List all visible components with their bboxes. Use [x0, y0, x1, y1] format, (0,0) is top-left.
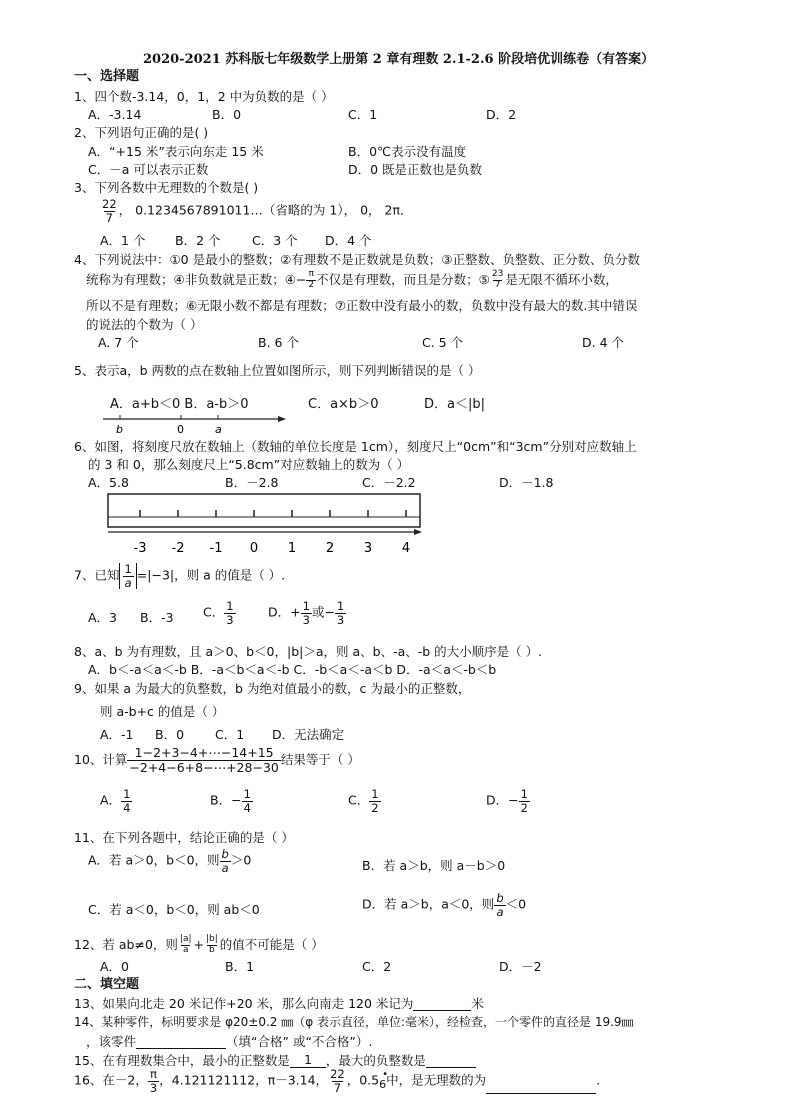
section-fill-heading: 二、填空题 — [74, 977, 140, 992]
q12-fraction-2: $\frac{|b|}{b}$ — [205, 934, 218, 955]
q4-pi-fraction: $\frac{\pi}{2}$ — [308, 269, 315, 290]
q13: 13、如果向北走 20 米记作+20 米，那么向南走 120 米记为 米 — [74, 996, 484, 1011]
q10-option-a: A． $\frac{1}{4}$ — [100, 787, 131, 815]
q6-option-a: A．5.8 — [88, 475, 129, 490]
q10-option-b-fraction: $\frac{1}{4}$ — [243, 787, 251, 815]
q3-numbers-text: ， 0.1234567891011…（省略的为 1）， 0， 2π． — [118, 202, 413, 218]
q3-option-c: C．3 个 — [252, 233, 298, 248]
q5-label-b: b — [116, 423, 123, 436]
q3-fraction: $\frac{22}{7}$ — [102, 197, 117, 225]
q11-option-a: A．若 a＞0，b＜0，则 $\frac{b}{a}$ ＞0 — [88, 847, 252, 875]
q7-fraction: $\frac{1}{a}$ — [124, 562, 132, 590]
q7-option-d-label: D．+ — [268, 604, 301, 620]
q7-option-d-fraction-1: $\frac{1}{3}$ — [302, 599, 310, 627]
q10-option-b: B．− $\frac{1}{4}$ — [210, 787, 251, 815]
q10-option-d-fraction: $\frac{1}{2}$ — [520, 787, 528, 815]
q4-23-7-fraction: $\frac{23}{7}$ — [491, 269, 504, 290]
q16-blank[interactable] — [486, 1081, 596, 1094]
q6-ruler-diagram — [100, 490, 430, 558]
q7-stem — [74, 563, 285, 589]
q9-option-a: A．-1 — [100, 727, 134, 742]
q8-stem: 8、a、b 为有理数，且 a＞0、b＜0，|b|＞a，则 a、b、-a、-b 的大小顺序是（ ）. — [74, 644, 543, 659]
q2-option-b: B．0℃表示没有温度 — [348, 144, 467, 159]
q6-axis-label: 0 — [249, 541, 259, 556]
q4-option-a: A. 7 个 — [98, 335, 139, 350]
q10-option-d: D．− $\frac{1}{2}$ — [486, 787, 528, 815]
q11-option-b: B．若 a＞b，则 a－b＞0 — [362, 858, 506, 873]
q4-line-3: 所以不是有理数；⑥无限小数不都是有理数；⑦正数中没有最小的数，负数中没有最大的数.其中错误 — [86, 298, 638, 313]
q7-post: =|−3|，则 a 的值是（ ）. — [136, 567, 286, 583]
q1-option-d: D．2 — [486, 107, 517, 122]
q14-blank[interactable] — [136, 1036, 226, 1049]
q6-axis-arrow — [414, 529, 422, 535]
section-choice-heading: 一、选择题 — [74, 69, 140, 84]
q14-line-2: ，该零件 （填“合格” 或“不合格”）. — [86, 1034, 373, 1049]
q6-line-1: 6、如图，将刻度尺放在数轴上（数轴的单位长度是 1cm），刻度尺上“0cm”和“3cm”分别对应数轴上 — [74, 439, 637, 454]
q7-pre: 7、已知 — [74, 567, 120, 583]
q12-option-a: A．0 — [100, 959, 130, 974]
q3-numbers — [100, 198, 412, 224]
q7-option-d-or: 或− — [311, 604, 335, 620]
q10-option-c-fraction: $\frac{1}{2}$ — [371, 787, 379, 815]
q4-option-d: D. 4 个 — [582, 335, 624, 350]
q15-blank-2[interactable] — [426, 1055, 476, 1068]
q10-stem — [74, 746, 360, 775]
q5-option-c: C．a×b＞0 — [308, 397, 379, 412]
q6-line-2: 的 3 和 0，那么刻度尺上“5.8cm”对应数轴上的数为（ ） — [88, 457, 410, 472]
q6-ruler — [108, 494, 420, 527]
q6-option-d: D．－1.8 — [499, 475, 554, 490]
q7-abs — [119, 563, 136, 589]
q10-option-a-fraction: $\frac{1}{4}$ — [123, 787, 131, 815]
q15: 15、在有理数集合中，最小的正整数是 1 ，最大的负整数是 — [74, 1052, 476, 1068]
q13-blank[interactable] — [413, 998, 471, 1011]
q11-option-c: C．若 a＜0，b＜0，则 ab＜0 — [88, 902, 260, 917]
q3-option-b: B．2 个 — [175, 233, 221, 248]
q5-label-a: a — [215, 423, 222, 436]
page-title: 2020-2021 苏科版七年级数学上册第 2 章有理数 2.1-2.6 阶段培优训练卷（有答案） — [143, 52, 655, 67]
q7-option-d — [268, 600, 346, 626]
q16-repeating-digit: 6 • — [379, 1068, 388, 1091]
q2-option-d: D．0 既是正数也是负数 — [348, 162, 483, 177]
q9-line-2: 则 a-b+c 的值是（ ） — [100, 704, 225, 719]
q5-axis-arrow — [278, 416, 286, 422]
q16-fraction-2: $\frac{22}{7}$ — [330, 1067, 345, 1095]
q5-option-d: D．a＜|b| — [424, 397, 485, 412]
q14-line-1: 14、某种零件，标明要求是 φ20±0.2 ㎜（φ 表示直径，单位:毫米），经检查，一个零件的直径是 19.9㎜ — [74, 1015, 634, 1029]
q16-fraction-1: $\frac{\pi}{3}$ — [149, 1067, 158, 1095]
q16: 16、在－2， $\frac{\pi}{3}$ ，4.121121112，π－3.14， $\frac{22}{7}$ ，0.56 • 中，是无理数的为 . — [74, 1067, 601, 1095]
q4-line-2b: 不仅是有理数，而且是分数；⑤ — [316, 271, 490, 287]
q4-neg-sign: − — [295, 271, 307, 287]
q1-option-b: B．0 — [212, 107, 242, 122]
q5-option-ab: A．a+b＜0 B．a-b＞0 — [110, 397, 249, 412]
q12-fraction-1: $\frac{|a|}{a}$ — [179, 934, 192, 955]
q7-option-c-label: C． — [203, 604, 225, 620]
q6-axis-label: 2 — [325, 541, 335, 556]
q11-option-a-fraction: $\frac{b}{a}$ — [221, 847, 229, 875]
q3-option-d: D．4 个 — [325, 233, 372, 248]
q6-axis-label: -2 — [171, 541, 185, 556]
q12-option-b: B．1 — [225, 959, 255, 974]
q6-axis-label: 3 — [363, 541, 373, 556]
q9-option-b: B．0 — [155, 727, 185, 742]
q4-line-2 — [86, 270, 618, 291]
q4-option-b: B. 6 个 — [258, 335, 299, 350]
q4-line-2c: 是无限不循环小数， — [505, 271, 618, 287]
q10-post: 结果等于（ ） — [280, 751, 360, 767]
q1-option-c: C．1 — [348, 107, 378, 122]
q2-stem: 2、下列语句正确的是( ) — [74, 125, 209, 140]
q3-stem: 3、下列各数中无理数的个数是( ) — [74, 180, 259, 195]
q1-option-a: A．-3.14 — [88, 107, 142, 122]
q6-option-c: C．－2.2 — [362, 475, 416, 490]
q6-option-b: B．－2.8 — [225, 475, 279, 490]
q7-option-c — [203, 600, 236, 626]
q6-axis-label: -1 — [209, 541, 223, 556]
q4-line-4: 的说法的个数为（ ） — [86, 317, 203, 332]
q9-stem: 9、如果 a 为最大的负整数，b 为绝对值最小的数，c 为最小的正整数， — [74, 681, 471, 696]
q11-option-d-fraction: $\frac{b}{a}$ — [496, 891, 504, 919]
q5-stem: 5、表示a，b 两数的点在数轴上位置如图所示，则下列判断错误的是（ ） — [74, 363, 481, 378]
q4-line-1: 4、下列说法中：①0 是最小的整数；②有理数不是正数就是负数；③正整数、负整数、正分数、负分数 — [74, 252, 640, 267]
q7-option-a: A．3 — [88, 610, 118, 625]
q6-axis-label: 4 — [401, 541, 411, 556]
q6-axis-label: 1 — [287, 541, 297, 556]
q2-option-c: C．－a 可以表示正数 — [88, 162, 209, 177]
q10-option-c: C． $\frac{1}{2}$ — [348, 787, 379, 815]
q12-option-c: C．2 — [362, 959, 392, 974]
q7-option-b: B．-3 — [140, 610, 174, 625]
q1-stem: 1、四个数-3.14，0，1，2 中为负数的是（ ） — [74, 89, 334, 104]
q11-stem: 11、在下列各题中，结论正确的是（ ） — [74, 830, 294, 845]
q6-axis-label: -3 — [133, 541, 147, 556]
q11-option-d: D．若 a＞b，a＜0，则 $\frac{b}{a}$ ＜0 — [362, 891, 527, 919]
q7-option-c-fraction: $\frac{1}{3}$ — [226, 599, 234, 627]
q3-option-a: A．1 个 — [100, 233, 146, 248]
q9-option-d: D．无法确定 — [272, 727, 345, 742]
q15-blank-1[interactable]: 1 — [290, 1052, 326, 1068]
q10-pre: 10、计算 — [74, 751, 128, 767]
q5-number-line — [100, 411, 290, 437]
q2-option-a: A．“+15 米”表示向东走 15 米 — [88, 144, 264, 159]
q4-option-c: C. 5 个 — [422, 335, 464, 350]
q5-label-0: 0 — [177, 423, 184, 436]
q8-options: A．b＜-a＜a＜-b B．-a＜b＜a＜-b C．-b＜a＜-a＜b D．-a＜a＜-b＜b — [88, 662, 497, 677]
q4-line-2a: 统称为有理数；④非负数就是正数；④ — [86, 271, 296, 287]
q7-option-d-fraction-2: $\frac{1}{3}$ — [336, 599, 345, 627]
q12-stem: 12、若 ab≠0，则 $\frac{|a|}{a}$ + $\frac{|b|}{b}$ 的值不可能是（ ） — [74, 934, 324, 955]
q6-axis-labels — [134, 541, 411, 556]
q10-fraction: $\frac{1-2+3-4+\cdots-14+15}{-2+4-6+8-\cdots+28-30}$ — [129, 745, 279, 775]
q9-option-c: C．1 — [215, 727, 245, 742]
q12-option-d: D．－2 — [499, 959, 542, 974]
